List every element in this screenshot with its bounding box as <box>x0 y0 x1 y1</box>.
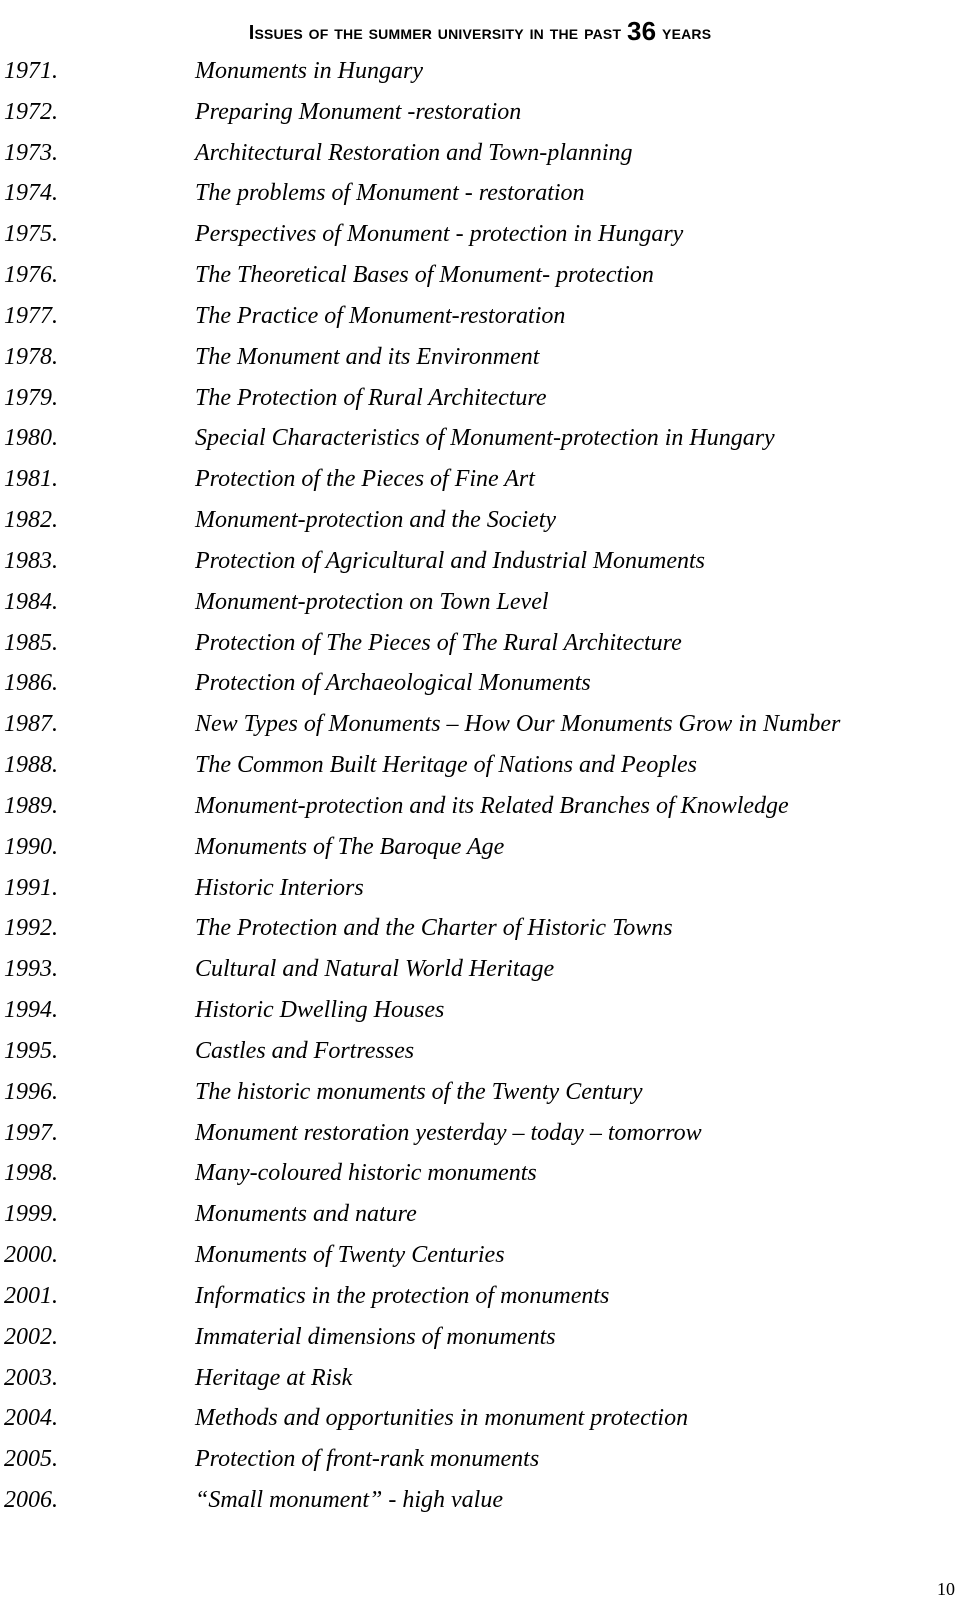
issue-year: 1995. <box>4 1037 58 1064</box>
issue-topic: The Theoretical Bases of Monument- protection <box>195 262 654 289</box>
issue-topic: Preparing Monument -restoration <box>195 98 522 125</box>
issue-topic: Protection of Agricultural and Industrial Monuments <box>195 547 705 574</box>
list-item <box>0 1195 960 1236</box>
issue-year: 1986. <box>4 670 58 697</box>
list-item <box>0 1440 960 1481</box>
list-item <box>0 1359 960 1400</box>
list-item <box>0 705 960 746</box>
issue-topic: The Monument and its Environment <box>195 343 540 370</box>
issue-topic: Informatics in the protection of monuments <box>195 1282 610 1309</box>
title-number: 36 <box>626 16 657 47</box>
issue-year: 1996. <box>4 1078 58 1105</box>
title-text-before: Issues of the summer university in the past <box>248 22 627 45</box>
list-item <box>0 1154 960 1195</box>
list-item <box>0 215 960 256</box>
issue-year: 1997. <box>4 1119 58 1146</box>
issue-topic: Monuments of The Baroque Age <box>195 833 505 860</box>
issue-topic: Protection of Archaeological Monuments <box>195 670 591 697</box>
issue-year: 1989. <box>4 792 58 819</box>
title-text-after: years <box>656 22 712 45</box>
issue-year: 1982. <box>4 507 58 534</box>
issue-topic: Monuments of Twenty Centuries <box>195 1242 505 1269</box>
list-item <box>0 297 960 338</box>
issue-topic: Protection of the Pieces of Fine Art <box>195 466 535 493</box>
issue-topic: The Protection of Rural Architecture <box>195 384 547 411</box>
issue-year: 1977. <box>4 302 58 329</box>
list-item <box>0 460 960 501</box>
issue-topic: Special Characteristics of Monument-protection in Hungary <box>195 425 775 452</box>
list-item <box>0 624 960 665</box>
list-item <box>0 379 960 420</box>
issues-list <box>0 52 960 1522</box>
list-item <box>0 93 960 134</box>
list-item <box>0 950 960 991</box>
issue-year: 1991. <box>4 874 58 901</box>
list-item <box>0 746 960 787</box>
list-item <box>0 787 960 828</box>
issue-topic: Architectural Restoration and Town-planning <box>195 139 633 166</box>
list-item <box>0 583 960 624</box>
issue-year: 1990. <box>4 833 58 860</box>
issue-year: 1975. <box>4 221 58 248</box>
issue-year: 1979. <box>4 384 58 411</box>
issue-year: 1971. <box>4 58 58 84</box>
issue-year: 1999. <box>4 1201 58 1228</box>
issue-topic: The Common Built Heritage of Nations and Peoples <box>195 752 697 779</box>
issue-year: 1974. <box>4 180 58 207</box>
issue-topic: New Types of Monuments – How Our Monuments Grow in Number <box>195 711 841 738</box>
issue-year: 1994. <box>4 997 58 1024</box>
issue-topic: Monument-protection and the Society <box>195 507 557 534</box>
issue-year: 2006. <box>4 1486 58 1513</box>
issue-year: 1984. <box>4 588 58 615</box>
list-item <box>0 1073 960 1114</box>
list-item <box>0 1032 960 1073</box>
issue-topic: Protection of front-rank monuments <box>195 1446 540 1473</box>
list-item <box>0 1481 960 1522</box>
issue-year: 1973. <box>4 139 58 166</box>
issue-year: 1985. <box>4 629 58 656</box>
list-item <box>0 828 960 869</box>
list-item <box>0 419 960 460</box>
issue-year: 1992. <box>4 915 58 942</box>
list-item <box>0 338 960 379</box>
issue-topic: Many-coloured historic monuments <box>195 1160 537 1187</box>
page-title <box>0 15 960 48</box>
list-item <box>0 1318 960 1359</box>
issue-topic: The Practice of Monument-restoration <box>195 302 566 329</box>
issue-topic: The historic monuments of the Twenty Century <box>195 1078 643 1105</box>
issue-year: 2001. <box>4 1282 58 1309</box>
issue-year: 2002. <box>4 1323 58 1350</box>
issue-year: 1980. <box>4 425 58 452</box>
list-item <box>0 52 960 93</box>
list-item <box>0 869 960 910</box>
issue-year: 1998. <box>4 1160 58 1187</box>
issue-topic: The Protection and the Charter of Historic Towns <box>195 915 673 942</box>
list-item <box>0 542 960 583</box>
issue-topic: Cultural and Natural World Heritage <box>195 956 555 983</box>
issue-topic: Protection of The Pieces of The Rural Architecture <box>195 629 682 656</box>
issue-topic: The problems of Monument - restoration <box>195 180 585 207</box>
issue-topic: Heritage at Risk <box>195 1364 353 1391</box>
issue-year: 2004. <box>4 1405 58 1432</box>
list-item <box>0 1277 960 1318</box>
list-item <box>0 664 960 705</box>
issue-year: 1993. <box>4 956 58 983</box>
issue-topic: Monument-protection and its Related Branches of Knowledge <box>195 792 789 819</box>
list-item <box>0 1399 960 1440</box>
issue-year: 2000. <box>4 1242 58 1269</box>
issue-topic: Castles and Fortresses <box>195 1037 415 1064</box>
issue-topic: Monuments and nature <box>195 1201 417 1228</box>
issue-year: 1983. <box>4 547 58 574</box>
issue-year: 1976. <box>4 262 58 289</box>
issue-year: 1987. <box>4 711 58 738</box>
issue-year: 1988. <box>4 752 58 779</box>
issue-topic: Historic Dwelling Houses <box>195 997 445 1024</box>
list-item <box>0 991 960 1032</box>
list-item <box>0 174 960 215</box>
page-number: 10 <box>937 1579 955 1599</box>
list-item <box>0 256 960 297</box>
issue-topic: Historic Interiors <box>195 874 364 901</box>
list-item <box>0 909 960 950</box>
issue-topic: Immaterial dimensions of monuments <box>195 1323 556 1350</box>
issue-topic: “Small monument” - high value <box>195 1486 503 1513</box>
issue-topic: Methods and opportunities in monument protection <box>195 1405 689 1432</box>
issue-topic: Monument-protection on Town Level <box>195 588 549 615</box>
list-item <box>0 1236 960 1277</box>
issue-topic: Monument restoration yesterday – today – tomorrow <box>195 1119 702 1146</box>
issue-topic: Perspectives of Monument - protection in Hungary <box>195 221 684 248</box>
issue-year: 1981. <box>4 466 58 493</box>
list-item <box>0 1114 960 1155</box>
list-item <box>0 501 960 542</box>
issue-year: 2003. <box>4 1364 58 1391</box>
list-item <box>0 134 960 175</box>
issue-year: 1978. <box>4 343 58 370</box>
issue-year: 2005. <box>4 1446 58 1473</box>
issue-topic: Monuments in Hungary <box>195 58 423 84</box>
issue-year: 1972. <box>4 98 58 125</box>
